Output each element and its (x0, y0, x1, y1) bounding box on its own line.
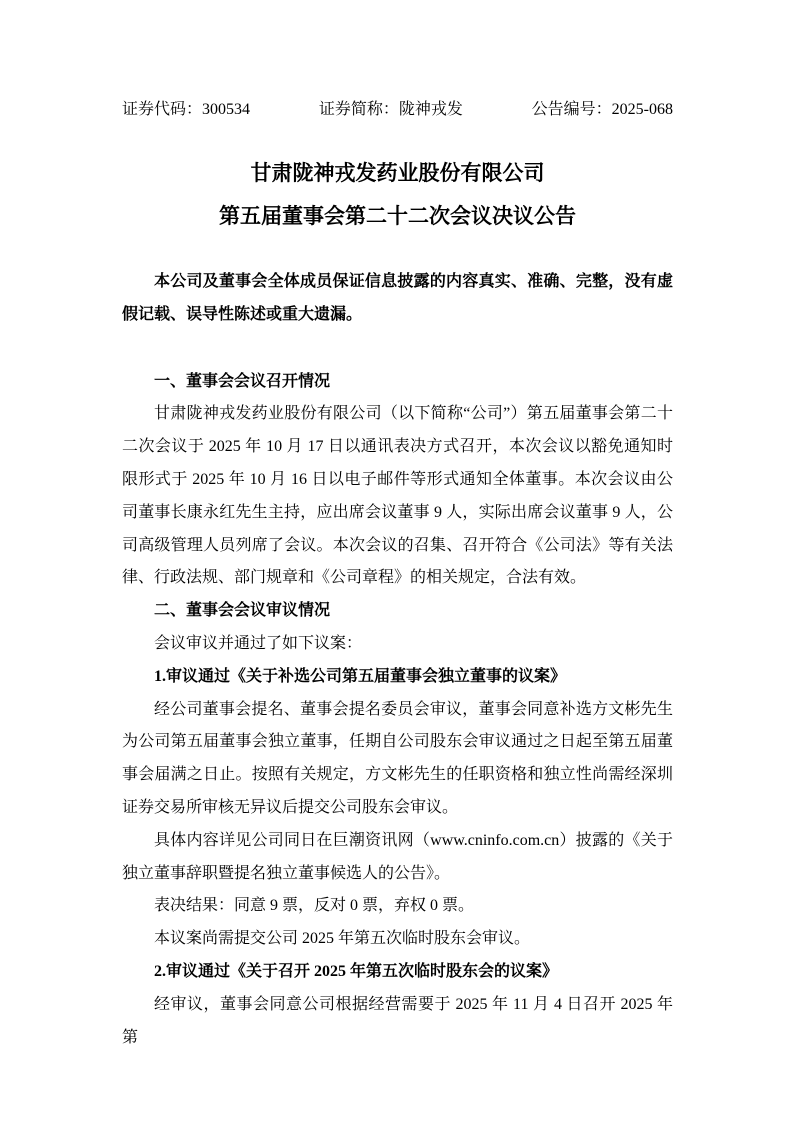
item1-note: 本议案尚需提交公司 2025 年第五次临时股东会审议。 (154, 930, 531, 948)
stock-code: 证券代码：300534 (122, 101, 251, 118)
title-block (122, 152, 673, 238)
section2-lead: 会议审议并通过了如下议案： (154, 634, 363, 652)
truthfulness-statement: 本公司及董事会全体成员保证信息披露的内容真实、准确、完整，没有虚假记载、误导性陈述或重大遗漏。 (122, 273, 673, 323)
item1-heading: 1.审议通过《关于补选公司第五届董事会独立董事的议案》 (154, 667, 567, 685)
item2-heading: 2.审议通过《关于召开 2025 年第五次临时股东会的议案》 (154, 962, 559, 980)
item1-paragraph-2: 具体内容详见公司同日在巨潮资讯网（www.cninfo.com.cn）披露的《关于独立董事辞职暨提名独立董事候选人的公告》。 (122, 831, 673, 882)
section1-heading: 一、董事会会议召开情况 (154, 372, 331, 390)
meeting-resolution-title: 第五届董事会第二十二次会议决议公告 (219, 204, 576, 228)
company-title: 甘肃陇神戎发药业股份有限公司 (250, 161, 545, 185)
stock-name: 证券简称：陇神戎发 (318, 101, 463, 118)
document-header (122, 100, 673, 120)
announcement-number: 公告编号：2025-068 (531, 101, 673, 118)
section1-paragraph: 甘肃陇神戎发药业股份有限公司（以下简称“公司”）第五届董事会第二十二次会议于 2025 年 10 月 17 日以通讯表决方式召开，本次会议以豁免通知时限形式于 2025 年 10 月 16 日以电子邮件等形式通知全体董事。本次会议由公司董事长康永红先生主持，应出席会议董事 9 人，实际出席会议董事 9 人，公司高级管理人员列席了会议。本次会议的召集、召开符合《公司法》等有关法律、行政法规、部门规章和《公司章程》的相关规定，合法有效。 (122, 405, 673, 587)
item1-vote-result: 表决结果：同意 9 票，反对 0 票，弃权 0 票。 (154, 897, 475, 915)
item2-paragraph: 经审议，董事会同意公司根据经营需要于 2025 年 11 月 4 日召开 2025 年第 (122, 995, 673, 1046)
section2-heading: 二、董事会会议审议情况 (154, 602, 331, 620)
item1-paragraph-1: 经公司董事会提名、董事会提名委员会审议，董事会同意补选方文彬先生为公司第五届董事会独立董事，任期自公司股东会审议通过之日起至第五届董事会届满之日止。按照有关规定，方文彬先生的任职资格和独立性尚需经深圳证券交易所审核无异议后提交公司股东会审议。 (122, 700, 673, 816)
document-body (122, 366, 673, 1055)
